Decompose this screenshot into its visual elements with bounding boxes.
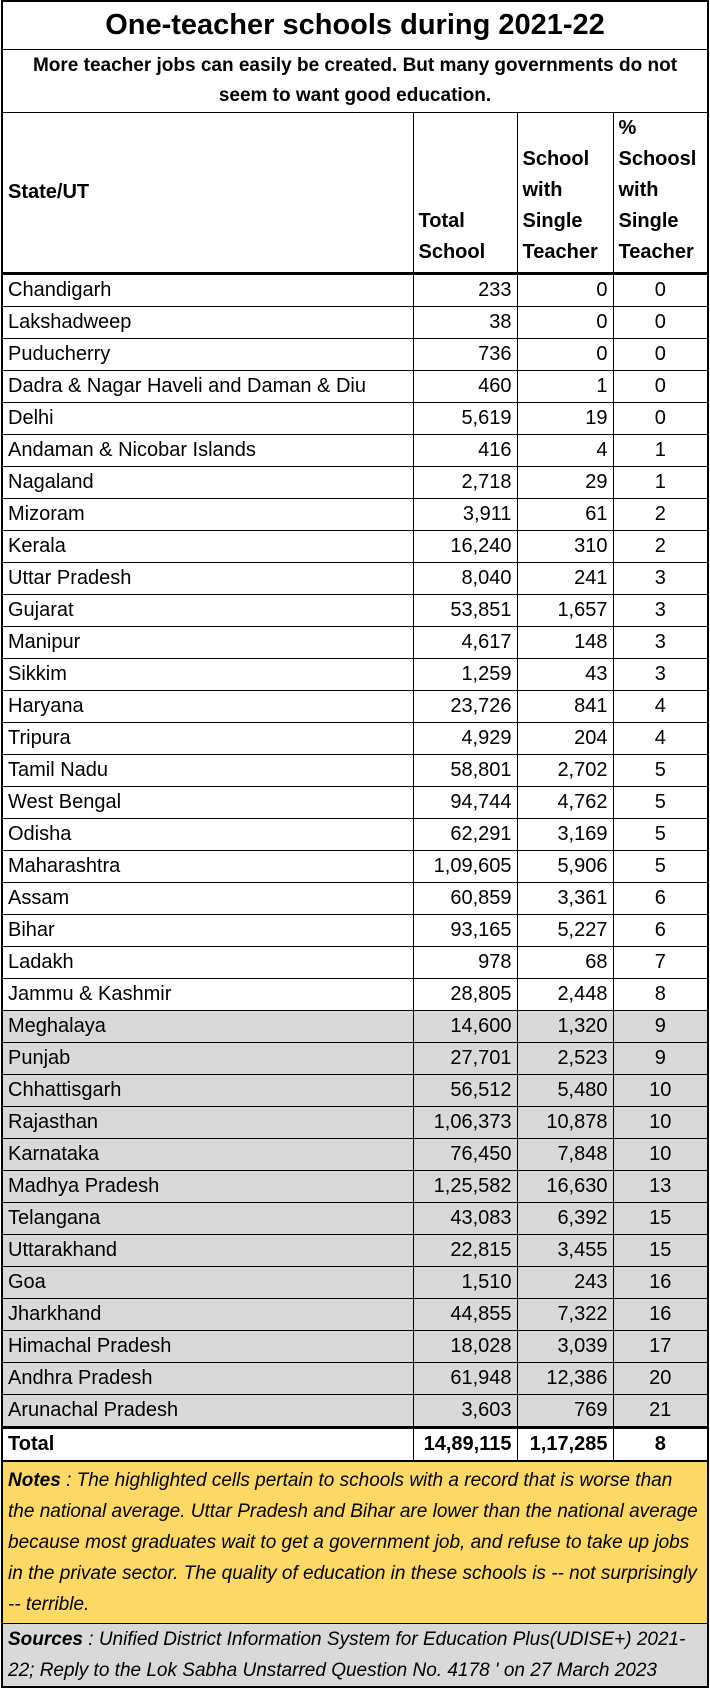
cell-pct-single-teacher: 16	[613, 1267, 707, 1299]
header-pct-single-teacher: % Schoosl with Single Teacher	[613, 113, 707, 274]
table-row	[3, 691, 707, 723]
header-total-school: Total School	[413, 113, 517, 274]
cell-state: Odisha	[3, 819, 413, 851]
total-pct: 8	[613, 1428, 707, 1461]
cell-single-teacher: 3,361	[517, 883, 613, 915]
cell-pct-single-teacher: 20	[613, 1363, 707, 1395]
cell-total-school: 16,240	[413, 531, 517, 563]
cell-pct-single-teacher: 6	[613, 883, 707, 915]
cell-total-school: 4,929	[413, 723, 517, 755]
table-row	[3, 851, 707, 883]
table-row	[3, 659, 707, 691]
table-row	[3, 883, 707, 915]
cell-pct-single-teacher: 5	[613, 787, 707, 819]
table-row	[3, 1139, 707, 1171]
cell-state: Tamil Nadu	[3, 755, 413, 787]
cell-pct-single-teacher: 1	[613, 467, 707, 499]
cell-state: Andaman & Nicobar Islands	[3, 435, 413, 467]
cell-state: Jammu & Kashmir	[3, 979, 413, 1011]
cell-total-school: 736	[413, 339, 517, 371]
cell-state: Uttar Pradesh	[3, 563, 413, 595]
table-row	[3, 1011, 707, 1043]
cell-single-teacher: 68	[517, 947, 613, 979]
table-row	[3, 1075, 707, 1107]
cell-state: Andhra Pradesh	[3, 1363, 413, 1395]
cell-total-school: 28,805	[413, 979, 517, 1011]
cell-single-teacher: 7,322	[517, 1299, 613, 1331]
cell-total-school: 53,851	[413, 595, 517, 627]
cell-state: Chhattisgarh	[3, 1075, 413, 1107]
total-label: Total	[3, 1428, 413, 1461]
cell-single-teacher: 2,523	[517, 1043, 613, 1075]
cell-state: Rajasthan	[3, 1107, 413, 1139]
page-subtitle: More teacher jobs can easily be created. But many governments do not seem to want good education.	[3, 50, 707, 113]
cell-single-teacher: 4,762	[517, 787, 613, 819]
table-row	[3, 1299, 707, 1331]
cell-state: Maharashtra	[3, 851, 413, 883]
cell-pct-single-teacher: 0	[613, 403, 707, 435]
cell-pct-single-teacher: 3	[613, 627, 707, 659]
schools-table	[3, 113, 707, 1461]
cell-state: Sikkim	[3, 659, 413, 691]
table-row	[3, 1267, 707, 1299]
cell-single-teacher: 0	[517, 339, 613, 371]
notes-box	[3, 1461, 707, 1623]
cell-total-school: 1,259	[413, 659, 517, 691]
header-row	[3, 113, 707, 274]
cell-single-teacher: 0	[517, 274, 613, 307]
cell-pct-single-teacher: 6	[613, 915, 707, 947]
cell-state: Manipur	[3, 627, 413, 659]
cell-single-teacher: 148	[517, 627, 613, 659]
cell-single-teacher: 0	[517, 307, 613, 339]
cell-total-school: 43,083	[413, 1203, 517, 1235]
cell-total-school: 94,744	[413, 787, 517, 819]
cell-total-school: 22,815	[413, 1235, 517, 1267]
cell-single-teacher: 243	[517, 1267, 613, 1299]
cell-single-teacher: 841	[517, 691, 613, 723]
table-row	[3, 723, 707, 755]
cell-single-teacher: 3,169	[517, 819, 613, 851]
table-row	[3, 499, 707, 531]
table-row	[3, 563, 707, 595]
cell-state: Delhi	[3, 403, 413, 435]
cell-single-teacher: 19	[517, 403, 613, 435]
cell-state: Telangana	[3, 1203, 413, 1235]
cell-total-school: 38	[413, 307, 517, 339]
cell-pct-single-teacher: 0	[613, 371, 707, 403]
cell-pct-single-teacher: 4	[613, 723, 707, 755]
cell-single-teacher: 12,386	[517, 1363, 613, 1395]
table-row	[3, 787, 707, 819]
cell-pct-single-teacher: 1	[613, 435, 707, 467]
cell-state: Meghalaya	[3, 1011, 413, 1043]
cell-state: Madhya Pradesh	[3, 1171, 413, 1203]
cell-state: Lakshadweep	[3, 307, 413, 339]
cell-total-school: 233	[413, 274, 517, 307]
cell-state: Bihar	[3, 915, 413, 947]
table-row	[3, 403, 707, 435]
sources-box	[3, 1623, 707, 1686]
cell-total-school: 23,726	[413, 691, 517, 723]
cell-total-school: 2,718	[413, 467, 517, 499]
cell-state: Nagaland	[3, 467, 413, 499]
cell-pct-single-teacher: 15	[613, 1235, 707, 1267]
cell-pct-single-teacher: 13	[613, 1171, 707, 1203]
cell-state: Assam	[3, 883, 413, 915]
table-row	[3, 339, 707, 371]
cell-pct-single-teacher: 17	[613, 1331, 707, 1363]
cell-pct-single-teacher: 15	[613, 1203, 707, 1235]
cell-single-teacher: 43	[517, 659, 613, 691]
cell-single-teacher: 7,848	[517, 1139, 613, 1171]
cell-total-school: 61,948	[413, 1363, 517, 1395]
table-row	[3, 1235, 707, 1267]
notes-text: : The highlighted cells pertain to schools with a record that is worse than the national average. Uttar Pradesh and Bihar are lower than the national average because most graduates wait to get a government job, and refuse to take up jobs in the private sector. The quality of education in these schools is -- not surprisingly -- terrible.	[8, 1470, 698, 1615]
cell-state: Jharkhand	[3, 1299, 413, 1331]
cell-pct-single-teacher: 10	[613, 1139, 707, 1171]
cell-total-school: 978	[413, 947, 517, 979]
cell-pct-single-teacher: 0	[613, 339, 707, 371]
cell-total-school: 56,512	[413, 1075, 517, 1107]
cell-pct-single-teacher: 9	[613, 1011, 707, 1043]
cell-total-school: 60,859	[413, 883, 517, 915]
cell-pct-single-teacher: 10	[613, 1075, 707, 1107]
table-row	[3, 1363, 707, 1395]
cell-pct-single-teacher: 21	[613, 1395, 707, 1428]
cell-pct-single-teacher: 5	[613, 851, 707, 883]
table-row	[3, 979, 707, 1011]
cell-state: Ladakh	[3, 947, 413, 979]
cell-state: Puducherry	[3, 339, 413, 371]
table-row	[3, 1107, 707, 1139]
table-row	[3, 274, 707, 307]
page-title: One-teacher schools during 2021-22	[3, 2, 707, 50]
cell-pct-single-teacher: 4	[613, 691, 707, 723]
cell-single-teacher: 3,455	[517, 1235, 613, 1267]
table-row	[3, 307, 707, 339]
table-row	[3, 1203, 707, 1235]
table-row	[3, 371, 707, 403]
cell-total-school: 18,028	[413, 1331, 517, 1363]
notes-label: Notes	[8, 1470, 61, 1491]
cell-total-school: 76,450	[413, 1139, 517, 1171]
cell-pct-single-teacher: 7	[613, 947, 707, 979]
table-row	[3, 947, 707, 979]
cell-single-teacher: 61	[517, 499, 613, 531]
cell-state: Karnataka	[3, 1139, 413, 1171]
cell-total-school: 1,510	[413, 1267, 517, 1299]
cell-single-teacher: 1,657	[517, 595, 613, 627]
cell-single-teacher: 2,448	[517, 979, 613, 1011]
cell-pct-single-teacher: 3	[613, 659, 707, 691]
cell-pct-single-teacher: 3	[613, 563, 707, 595]
cell-total-school: 14,600	[413, 1011, 517, 1043]
cell-state: Dadra & Nagar Haveli and Daman & Diu	[3, 371, 413, 403]
table-row	[3, 755, 707, 787]
cell-single-teacher: 3,039	[517, 1331, 613, 1363]
table-sheet	[1, 0, 709, 1688]
cell-single-teacher: 5,906	[517, 851, 613, 883]
cell-single-teacher: 29	[517, 467, 613, 499]
table-row	[3, 915, 707, 947]
table-row	[3, 1395, 707, 1428]
cell-state: Tripura	[3, 723, 413, 755]
table-row	[3, 1331, 707, 1363]
cell-total-school: 44,855	[413, 1299, 517, 1331]
cell-single-teacher: 769	[517, 1395, 613, 1428]
header-single-teacher: School with Single Teacher	[517, 113, 613, 274]
cell-total-school: 5,619	[413, 403, 517, 435]
cell-single-teacher: 5,227	[517, 915, 613, 947]
cell-pct-single-teacher: 2	[613, 531, 707, 563]
cell-state: Punjab	[3, 1043, 413, 1075]
cell-single-teacher: 241	[517, 563, 613, 595]
cell-total-school: 1,06,373	[413, 1107, 517, 1139]
cell-total-school: 8,040	[413, 563, 517, 595]
cell-total-school: 1,09,605	[413, 851, 517, 883]
header-state: State/UT	[3, 113, 413, 274]
cell-total-school: 93,165	[413, 915, 517, 947]
cell-single-teacher: 2,702	[517, 755, 613, 787]
cell-total-school: 3,911	[413, 499, 517, 531]
cell-single-teacher: 16,630	[517, 1171, 613, 1203]
table-row	[3, 1171, 707, 1203]
cell-state: Goa	[3, 1267, 413, 1299]
sources-label: Sources	[8, 1629, 83, 1650]
cell-total-school: 416	[413, 435, 517, 467]
cell-pct-single-teacher: 0	[613, 274, 707, 307]
cell-pct-single-teacher: 0	[613, 307, 707, 339]
cell-pct-single-teacher: 16	[613, 1299, 707, 1331]
cell-total-school: 58,801	[413, 755, 517, 787]
cell-total-school: 460	[413, 371, 517, 403]
cell-state: Mizoram	[3, 499, 413, 531]
cell-pct-single-teacher: 5	[613, 755, 707, 787]
table-row	[3, 627, 707, 659]
table-row	[3, 819, 707, 851]
cell-state: Chandigarh	[3, 274, 413, 307]
cell-state: Himachal Pradesh	[3, 1331, 413, 1363]
cell-single-teacher: 1,320	[517, 1011, 613, 1043]
table-row	[3, 531, 707, 563]
table-row	[3, 595, 707, 627]
cell-total-school: 62,291	[413, 819, 517, 851]
cell-state: Kerala	[3, 531, 413, 563]
total-single-teacher: 1,17,285	[517, 1428, 613, 1461]
cell-single-teacher: 10,878	[517, 1107, 613, 1139]
total-row	[3, 1428, 707, 1461]
cell-single-teacher: 5,480	[517, 1075, 613, 1107]
cell-total-school: 27,701	[413, 1043, 517, 1075]
cell-state: Arunachal Pradesh	[3, 1395, 413, 1428]
cell-pct-single-teacher: 9	[613, 1043, 707, 1075]
cell-pct-single-teacher: 10	[613, 1107, 707, 1139]
cell-single-teacher: 310	[517, 531, 613, 563]
cell-single-teacher: 4	[517, 435, 613, 467]
cell-single-teacher: 6,392	[517, 1203, 613, 1235]
cell-state: West Bengal	[3, 787, 413, 819]
sources-text: : Unified District Information System for Education Plus(UDISE+) 2021-22; Reply to the Lok Sabha Unstarred Question No. 4178 ' on 27 March 2023	[8, 1629, 686, 1681]
cell-single-teacher: 204	[517, 723, 613, 755]
table-row	[3, 1043, 707, 1075]
cell-pct-single-teacher: 3	[613, 595, 707, 627]
table-row	[3, 435, 707, 467]
cell-single-teacher: 1	[517, 371, 613, 403]
cell-pct-single-teacher: 8	[613, 979, 707, 1011]
cell-total-school: 3,603	[413, 1395, 517, 1428]
cell-pct-single-teacher: 5	[613, 819, 707, 851]
cell-total-school: 1,25,582	[413, 1171, 517, 1203]
cell-state: Uttarakhand	[3, 1235, 413, 1267]
table-row	[3, 467, 707, 499]
cell-state: Gujarat	[3, 595, 413, 627]
cell-total-school: 4,617	[413, 627, 517, 659]
cell-pct-single-teacher: 2	[613, 499, 707, 531]
cell-state: Haryana	[3, 691, 413, 723]
total-schools: 14,89,115	[413, 1428, 517, 1461]
